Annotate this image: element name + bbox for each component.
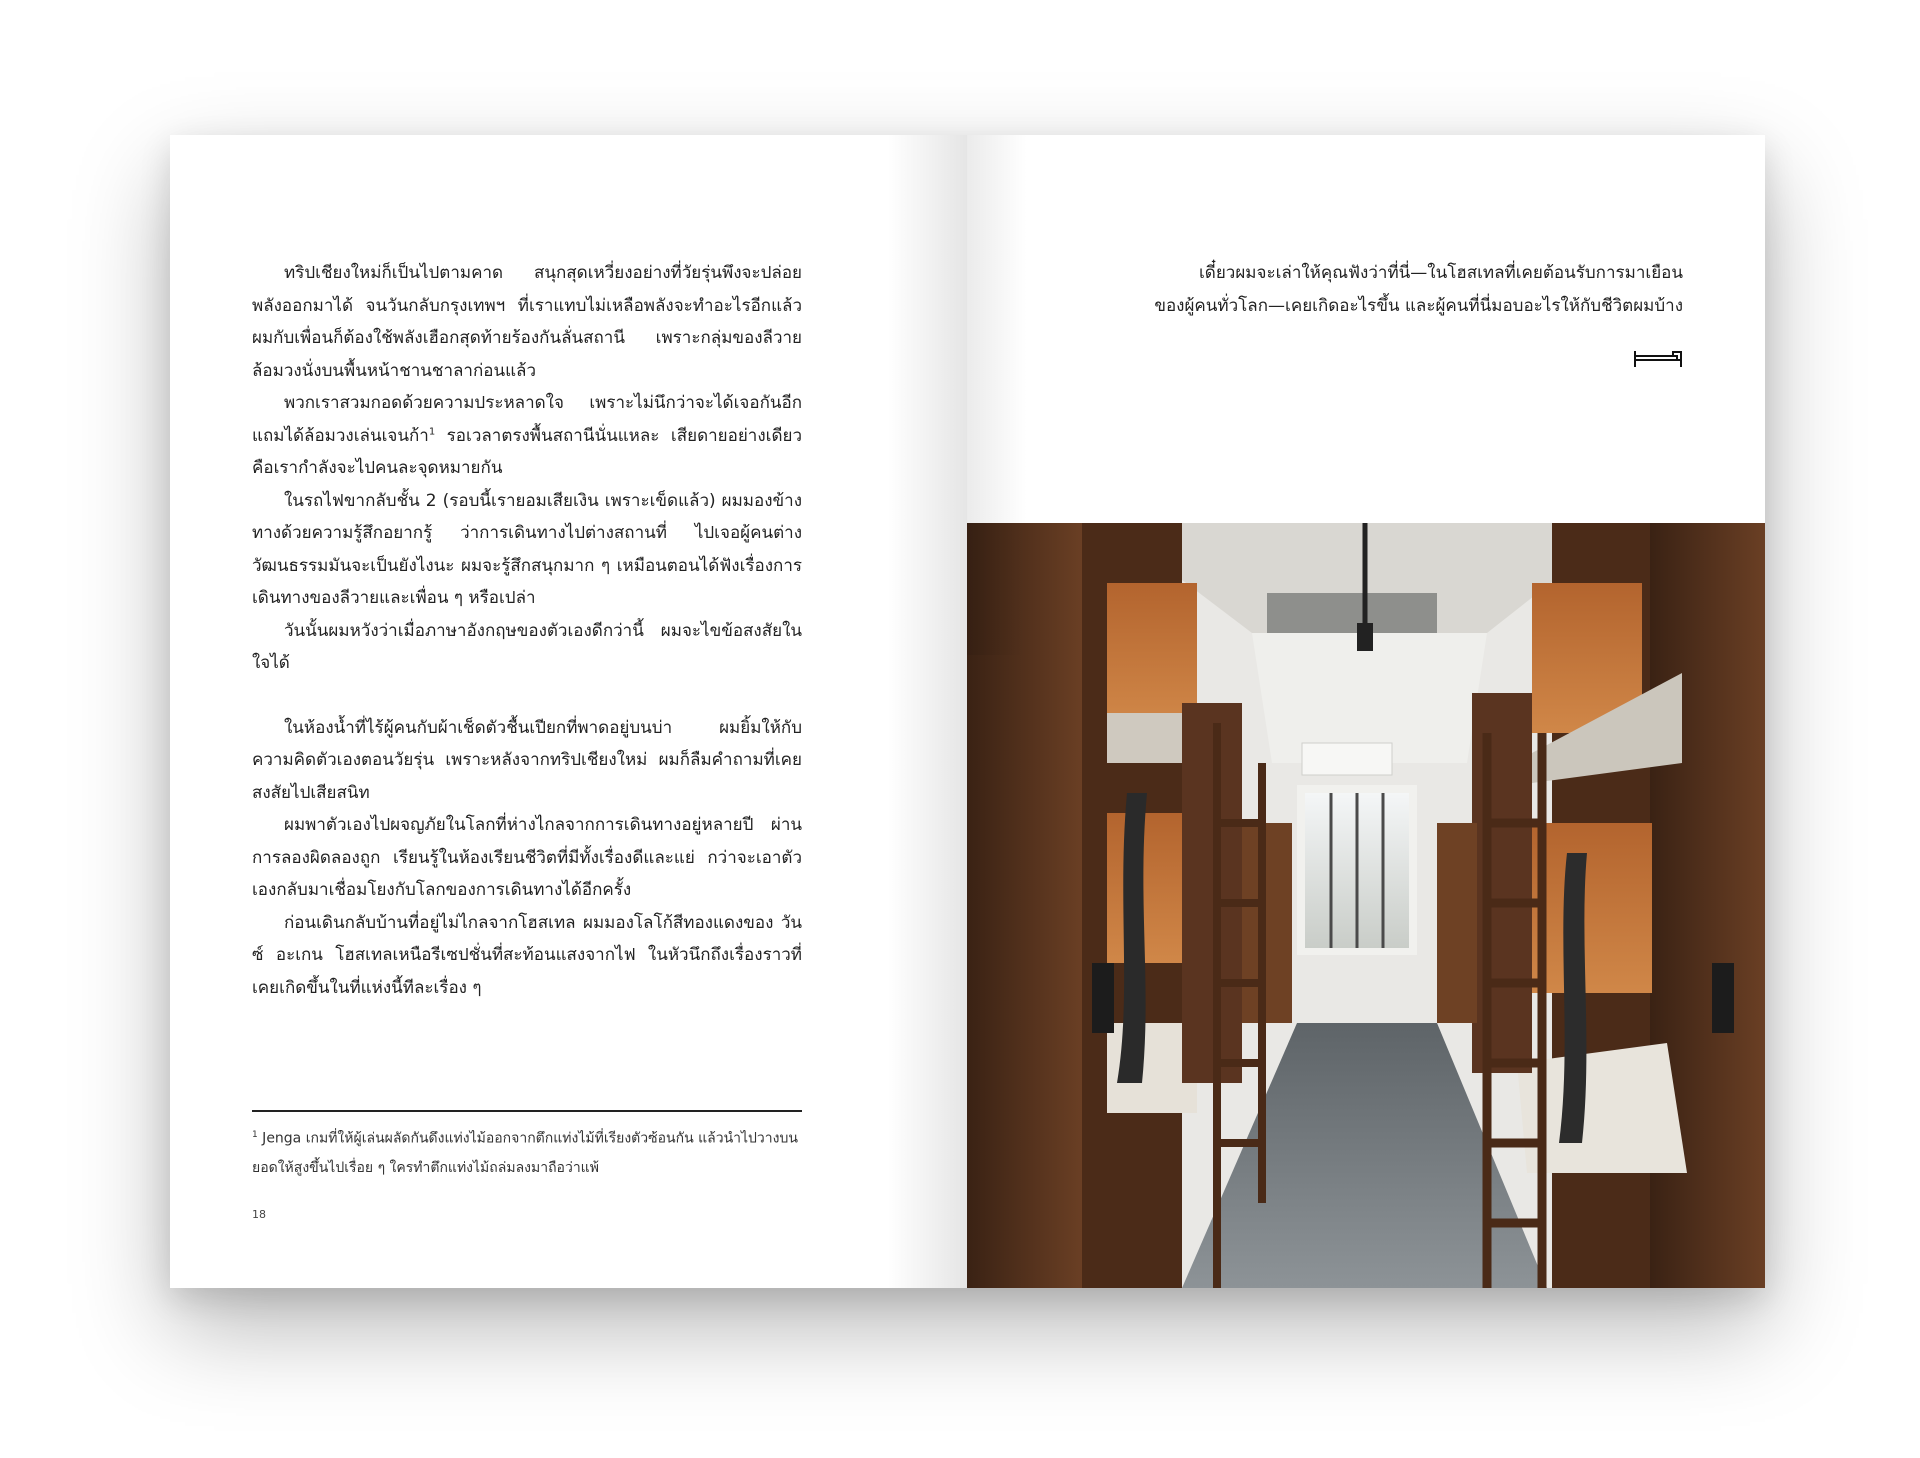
left-page	[170, 135, 967, 1288]
section-break	[252, 680, 802, 712]
footnote	[252, 1121, 802, 1183]
footnote-number: 1	[252, 1130, 258, 1140]
paragraph: ก่อนเดินกลับบ้านที่อยู่ไม่ไกลจากโฮสเทล ผมมองโลโก้สีทองแดงของ วันซ์ อะเกน โฮสเทลเหนือรีเซปชั่นที่สะท้อนแสงจากไฟ ในหัวนึกถึงเรื่องราวที่เคยเกิดขึ้นในที่แห่งนี้ทีละเรื่อง ๆ	[252, 912, 802, 998]
footnote-marker: 1	[428, 425, 436, 437]
intro-line: ของผู้คนทั่วโลก—เคยเกิดอะไรขึ้น และผู้คนที่นี่มอบอะไรให้กับชีวิตผมบ้าง	[1154, 295, 1683, 316]
paragraph: วันนั้นผมหวังว่าเมื่อภาษาอังกฤษของตัวเองดีกว่านี้ ผมจะไขข้อสงสัยในใจได้	[252, 620, 802, 673]
book-spread	[170, 135, 1765, 1288]
paragraph: ในห้องน้ำที่ไร้ผู้คนกับผ้าเช็ดตัวชื้นเปียกที่พาดอยู่บนบ่า ผมยิ้มให้กับความคิดตัวเองตอนวัยรุ่น เพราะหลังจากทริปเชียงใหม่ ผมก็ลืมคำถามที่เคยสงสัยไปเสียสนิท	[252, 717, 802, 803]
paragraph: ในรถไฟขากลับชั้น 2 (รอบนี้เรายอมเสียเงิน เพราะเข็ดแล้ว) ผมมองข้างทางด้วยความรู้สึกอยากรู้ ว่าการเดินทางไปต่างสถานที่ ไปเจอผู้คนต่างวัฒนธรรมมันจะเป็นยังไงนะ ผมจะรู้สึกสนุกมาก ๆ เหมือนตอนได้ฟังเรื่องการเดินทางของลีวายและเพื่อน ๆ หรือเปล่า	[252, 490, 802, 608]
body-text	[252, 257, 802, 1004]
bed-icon	[1633, 347, 1683, 369]
intro-text	[1063, 257, 1683, 322]
footnote-rule	[252, 1110, 802, 1112]
paragraph-with-footnote	[252, 387, 802, 485]
gutter-shadow	[887, 135, 967, 1288]
paragraph: ผมพาตัวเองไปผจญภัยในโลกที่ห่างไกลจากการเดินทางอยู่หลายปี ผ่านการลองผิดลองถูก เรียนรู้ในห้องเรียนชีวิตที่มีทั้งเรื่องดีและแย่ กว่าจะเอาตัวเองกลับมาเชื่อมโยงกับโลกของการเดินทางได้อีกครั้ง	[252, 815, 802, 900]
hostel-dormitory-bunk-beds-photo	[967, 523, 1765, 1288]
paragraph-text: รอเวลาตรงพื้นสถานีนั่นแหละ เสียดายอย่างเดียวคือเรากำลังจะไปคนละจุดหมายกัน	[252, 425, 802, 478]
intro-line: เดี๋ยวผมจะเล่าให้คุณฟังว่าที่นี่—ในโฮสเทลที่เคยต้อนรับการมาเยือน	[1198, 263, 1683, 283]
paragraph: ทริปเชียงใหม่ก็เป็นไปตามคาด สนุกสุดเหวี่ยงอย่างที่วัยรุ่นพึงจะปล่อยพลังออกมาได้ จนวันกลับกรุงเทพฯ ที่เราแทบไม่เหลือพลังจะทำอะไรอีกแล้ว ผมกับเพื่อนก็ต้องใช้พลังเฮือกสุดท้ายร้องกันลั่นสถานี เพราะกลุ่มของลีวายล้อมวงนั่งบนพื้นหน้าชานชาลาก่อนแล้ว	[252, 263, 802, 381]
paragraph-text: พวกเราสวมกอดด้วยความประหลาดใจ เพราะไม่นึกว่าจะได้เจอกันอีก แถมได้ล้อมวงเล่นเจนก้า	[252, 393, 802, 446]
page-number: 18	[252, 1208, 266, 1221]
footnote-text: Jenga เกมที่ให้ผู้เล่นผลัดกันดึงแท่งไม้ออกจากตึกแท่งไม้ที่เรียงตัวซ้อนกัน แล้วนำไปวางบนยอดให้สูงขึ้นไปเรื่อย ๆ ใครทำตึกแท่งไม้ถล่มลงมาถือว่าแพ้	[252, 1130, 798, 1176]
right-page	[967, 135, 1765, 1288]
